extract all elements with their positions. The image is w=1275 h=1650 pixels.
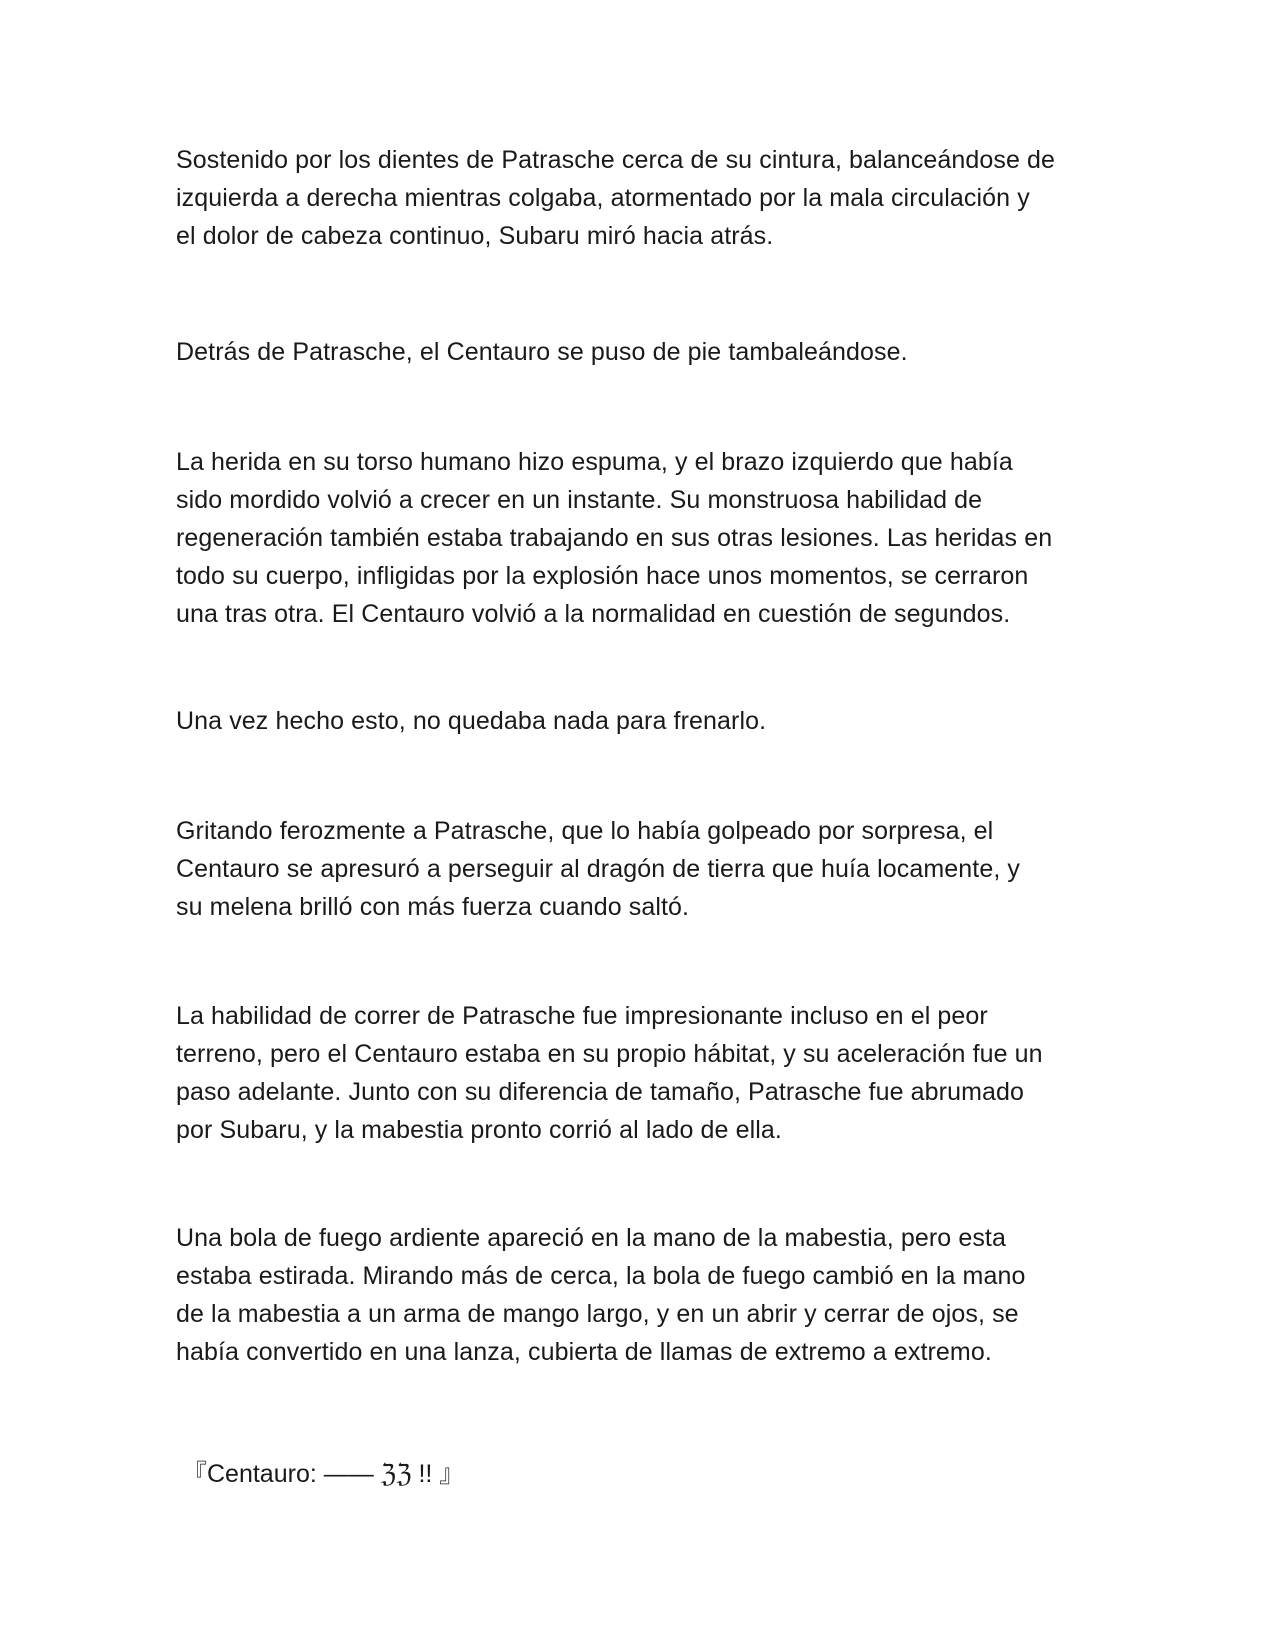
paragraph-line: Detrás de Patrasche, el Centauro se puso de pie tambaleándose. [176,338,908,366]
paragraph-line: una tras otra. El Centauro volvió a la normalidad en cuestión de segundos. [176,600,1011,628]
paragraph-line: Centauro se apresuró a perseguir al dragón de tierra que huía locamente, y [176,855,1021,883]
paragraph-line: Sostenido por los dientes de Patrasche cerca de su cintura, balanceándose de [176,146,1055,174]
paragraph-line: Gritando ferozmente a Patrasche, que lo había golpeado por sorpresa, el [176,817,994,845]
paragraph-line: izquierda a derecha mientras colgaba, atormentado por la mala circulación y [176,184,1030,212]
paragraph-line: Una vez hecho esto, no quedaba nada para frenarlo. [176,707,767,735]
paragraph-line: había convertido en una lanza, cubierta de llamas de extremo a extremo. [176,1338,992,1366]
paragraph-line: Una bola de fuego ardiente apareció en la mano de la mabestia, pero esta [176,1224,1006,1252]
paragraph-line: estaba estirada. Mirando más de cerca, la bola de fuego cambió en la mano [176,1262,1026,1290]
paragraph-line: La habilidad de correr de Patrasche fue impresionante incluso en el peor [176,1002,988,1030]
paragraph-1 [176,141,1111,255]
paragraph-line: por Subaru, y la mabestia pronto corrió al lado de ella. [176,1116,782,1144]
paragraph-7 [176,1219,1111,1371]
paragraph-line: de la mabestia a un arma de mango largo, y en un abrir y cerrar de ojos, se [176,1300,1019,1328]
paragraph-line: La herida en su torso humano hizo espuma, y el brazo izquierdo que había [176,448,1013,476]
dialogue-line: 『Centauro: —— ℨℨ !! 』 [182,1460,465,1488]
paragraph-line: paso adelante. Junto con su diferencia de tamaño, Patrasche fue abrumado [176,1078,1025,1106]
paragraph-line: terreno, pero el Centauro estaba en su propio hábitat, y su aceleración fue un [176,1040,1043,1068]
paragraph-5 [176,812,1111,926]
paragraph-2 [176,333,1111,371]
paragraph-6 [176,997,1111,1149]
paragraph-line: todo su cuerpo, infligidas por la explosión hace unos momentos, se cerraron [176,562,1029,590]
paragraph-line: sido mordido volvió a crecer en un instante. Su monstruosa habilidad de [176,486,983,514]
paragraph-3 [176,443,1111,633]
paragraph-line: el dolor de cabeza continuo, Subaru miró hacia atrás. [176,222,774,250]
paragraph-line: regeneración también estaba trabajando en sus otras lesiones. Las heridas en [176,524,1053,552]
paragraph-4 [176,702,1111,740]
paragraph-line: su melena brilló con más fuerza cuando saltó. [176,893,690,921]
